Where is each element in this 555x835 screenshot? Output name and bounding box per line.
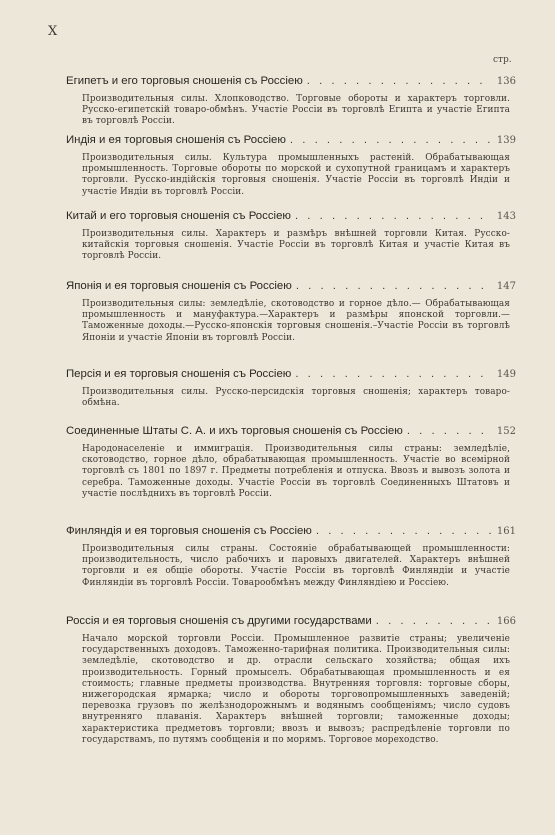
toc-entry-title: Соединенные Штаты С. А. и ихъ торговыя сношенія съ Россіею [66, 425, 403, 437]
toc-entry-title-row[interactable] [66, 279, 516, 294]
toc-entry-egypt [66, 74, 516, 128]
toc-entry-description: Начало морской торговли Россіи. Промышленное развитіе страны; увеличеніе государственныхъ доходовъ. Таможенно-тарифная политика. Производительныя силы: земледѣліе, скотоводство и др. отрасли сельскаго хозяйства; общая ихъ производительность. Горный промыселъ. Обрабатывающая промышленность и ея стоимость; главные предметы производства. Внутренняя торговля: торговые сборы, нижегородская ярмарка; число и обороты торговопромышленныхъ заведеній; перевозка грузовъ по желѣзнодорожнымъ и водянымъ сообщеніямъ; число судовъ внутренняго плаванія. Характеръ внѣшней торговли; таможенные доходы; характеристика предметовъ торговли; ввозъ и вывозъ; распредѣленіе торговли по государствамъ, по путямъ сообщенія и по морямъ. Торговое мореходство. [82, 634, 510, 745]
toc-entry-description: Производительныя силы. Хлопководство. Торговые обороты и характеръ торговли. Русско-египетскій товаро-обмѣнъ. Участіе Россіи въ торговлѣ Египта и участіе Египта въ торговлѣ Россіи. [82, 94, 510, 127]
toc-entry-title-row[interactable] [66, 133, 516, 148]
toc-entry-finland [66, 524, 516, 589]
toc-entry-title: Финляндія и ея торговыя сношенія съ Россіею [66, 525, 312, 537]
toc-entry-title-row[interactable] [66, 209, 516, 224]
toc-entry-title: Японія и ея торговыя сношенія съ Россіею [66, 280, 292, 292]
toc-entry-description: Производительныя силы. Культура промышленныхъ растеній. Обрабатывающая промышленность. Торговые обороты по морской и сухопутной границамъ и характеръ торговли. Русско-индійскія торговыя сношенія. Участіе Россіи въ торговлѣ Индіи и участіе Индіи въ торговлѣ Россіи. [82, 153, 510, 197]
toc-entry-page: 136 [496, 76, 516, 87]
toc-entry-united-states [66, 424, 516, 500]
page-column-label: стр. [493, 55, 512, 65]
toc-entry-title-row[interactable] [66, 614, 516, 629]
dot-leader [291, 209, 492, 223]
toc-entry-description: Производительныя силы. Характеръ и размѣръ внѣшней торговли Китая. Русско-китайскія торговыя сношенія. Участіе Россіи въ торговлѣ Китая и участіе Китая въ торговлѣ Россіи. [82, 229, 510, 262]
toc-entry-persia [66, 367, 516, 409]
toc-entry-title: Персія и ея торговыя сношенія съ Россіею [66, 368, 292, 380]
toc-entry-page: 139 [496, 135, 516, 146]
toc-entry-page: 149 [496, 369, 516, 380]
toc-entry-title: Египетъ и его торговыя сношенія съ Россіею [66, 75, 303, 87]
toc-entry-description: Производительныя силы. Русско-персидскія торговыя сношенія; характеръ товаро-обмѣна. [82, 387, 510, 409]
toc-entry-title-row[interactable] [66, 367, 516, 382]
toc-entry-title: Индія и ея торговыя сношенія съ Россіею [66, 134, 286, 146]
toc-entry-description: Производительныя силы: земледѣліе, скотоводство и горное дѣло.— Обрабатывающая промышленность и мануфактура.—Характеръ и размѣры японской торговли.—Таможенные доходы.—Русско-японскія торговыя сношенія.–Участіе Россіи въ торговлѣ Японіи и участіе Японіи въ торговлѣ Россіи. [82, 299, 510, 343]
toc-entry-description: Производительныя силы страны. Состояніе обрабатывающей промышленности: производительность, число рабочихъ и паровыхъ двигателей. Характеръ внѣшней торговли и ея общіе обороты. Участіе Россіи въ торговлѣ Финляндіи и участіе Финляндіи въ торговлѣ Россіи. Товарообмѣнъ между Финляндіею и Россіею. [82, 544, 510, 588]
toc-entry-page: 152 [496, 426, 516, 437]
toc-entry-russia [66, 614, 516, 746]
toc-entry-india [66, 133, 516, 198]
toc-entry-title-row[interactable] [66, 524, 516, 539]
toc-entry-china [66, 209, 516, 263]
toc-entry-title-row[interactable] [66, 424, 516, 439]
dot-leader [303, 74, 492, 88]
page-number: X [48, 24, 59, 39]
dot-leader [372, 614, 492, 628]
dot-leader [312, 524, 492, 538]
toc-entry-title-row[interactable] [66, 74, 516, 89]
dot-leader [286, 133, 492, 147]
toc-entry-page: 147 [496, 281, 516, 292]
toc-entry-description: Народонаселеніе и иммиграція. Производительныя силы страны: земледѣліе, скотоводство, горное дѣло, обрабатывающая промышленность. Участіе во всемірной торговлѣ съ 1801 по 1897 г. Предметы потребленія и отпуска. Ввозъ и вывозъ золота и серебра. Таможенные доходы. Участіе Россіи въ торговлѣ Соединенныхъ Штатовъ и участіе послѣднихъ въ торговлѣ Россіи. [82, 444, 510, 499]
dot-leader [292, 279, 492, 293]
toc-entry-page: 161 [496, 526, 516, 537]
dot-leader [291, 367, 492, 381]
toc-entry-japan [66, 279, 516, 344]
toc-entry-page: 143 [496, 211, 516, 222]
dot-leader [403, 424, 492, 438]
toc-entry-page: 166 [496, 616, 516, 627]
toc-entry-title: Китай и его торговыя сношенія съ Россіею [66, 210, 291, 222]
toc-entry-title: Россія и ея торговыя сношенія съ другими государствами [66, 615, 372, 627]
